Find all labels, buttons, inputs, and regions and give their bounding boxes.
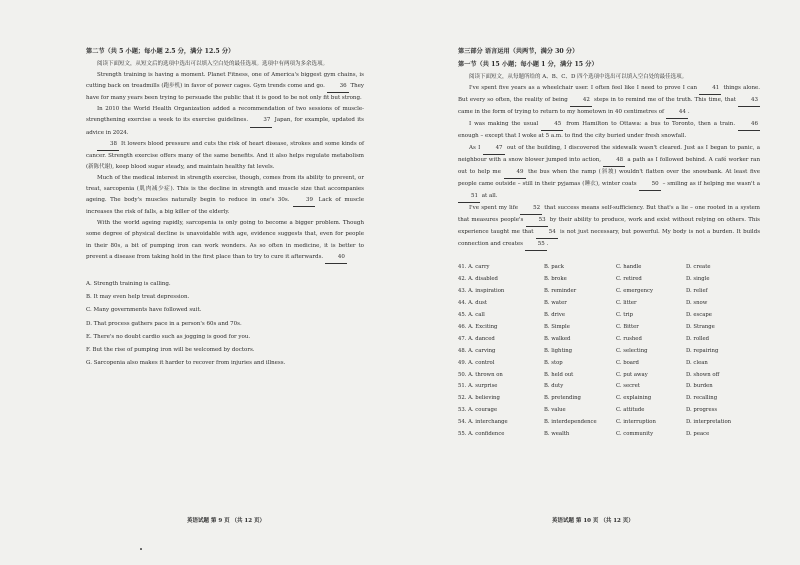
instruction: 阅读下面短文，从短文后的选项中选出可以填入空白处的最佳选项。选项中有两项为多余选项。	[97, 61, 329, 67]
blank-40: 40	[325, 252, 347, 264]
paragraph-2: I was making the usual 45 from Hamilton to Ottawa: a bus to Toronto, then a train. 46 enough – except that I woke at 5 a.m. to find the city buried under fresh snowfall.	[458, 121, 759, 140]
blank-47: 47	[483, 143, 505, 155]
choice-row-52: 52. A. believing B. pretending C. explaining D. recalling	[458, 395, 718, 402]
choice-row-50: 50. A. thrown on B. held out C. put away D. shown off	[458, 371, 720, 378]
option-f: F. But the rise of pumping iron will be welcomed by doctors.	[86, 347, 255, 354]
choice-row-44: 44. A. dust B. water C. litter D. snow	[458, 300, 708, 307]
paragraph-3: As I 47 out of the building, I discovered the sidewalk wasn't cleared. Just as I began to panic, a neighbour with a snow blower jumped into action, 48 a path as I followed behind. A café worker ran out to help me 49 the bus when the ramp (斜坡) wouldn't flatten over the snowbank. At least five people came outside – still in their pyjamas (睡衣), winter coats 50 – smiling as if helping me wasn't a 51 at all.	[458, 143, 760, 203]
choice-row-46: 46. A. Exciting B. Simple C. Bitter D. Strange	[458, 323, 715, 330]
blank-52: 52	[520, 203, 542, 215]
choice-row-51: 51. A. surprise B. duty C. secret D. burden	[458, 383, 713, 390]
blank-50: 50	[639, 179, 661, 191]
choice-row-42: 42. A. disabled B. broke C. retired D. single	[458, 276, 710, 283]
blank-45: 45	[541, 119, 563, 131]
left-page-footer: 英语试题 第 9 页 （共 12 页）	[187, 518, 265, 524]
blank-55: 55	[525, 239, 547, 251]
blank-49: 49	[504, 167, 526, 179]
choice-row-54: 54. A. interchange B. interdependence C. interruption D. interpretation	[458, 419, 732, 426]
choice-row-49: 49. A. control B. stop C. board D. clean	[458, 359, 708, 366]
blank-41: 41	[699, 83, 721, 95]
paragraph-3: 38 It lowers blood pressure and cuts the risk of heart disease, strokes and some kinds of cancer. Strength exercise offers many of the same benefits. And it also helps regulate metabolism (新陈代谢), keep blood sugar steady, and maintain healthy fat levels.	[86, 140, 365, 170]
instruction: 阅读下面短文，从每题所给的 A、B、C、D 四个选项中选出可以填入空白处的最佳选项。	[469, 74, 688, 80]
choices-table	[458, 262, 760, 441]
choice-row-43: 43. A. inspiration B. reminder C. emergency D. relief	[458, 288, 708, 295]
option-b: B. It may even help treat depression.	[86, 293, 190, 300]
blank-54: 54	[536, 227, 558, 239]
right-page-footer: 英语试题 第 10 页 （共 12 页）	[552, 518, 634, 524]
option-e: E. There's no doubt cardio such as jogging is good for you.	[86, 333, 251, 340]
section-title: 第二节（共 5 小题；每小题 2.5 分，满分 12.5 分）	[86, 48, 235, 55]
options-list	[86, 278, 364, 371]
paragraph-2: In 2010 the World Health Organization added a recommendation of two sessions of muscle-strengthening exercise a week to its exercise guidelines. 37 Japan, for example, updated its advice in 2024.	[86, 106, 365, 136]
blank-43: 43	[738, 95, 760, 107]
blank-53: 53	[526, 215, 548, 227]
blank-36: 36	[327, 81, 349, 93]
section-title: 第一节（共 15 小题；每小题 1 分，满分 15 分）	[458, 61, 598, 68]
option-c: C. Many governments have followed suit.	[86, 307, 202, 314]
scan-speck	[140, 548, 142, 550]
right-page	[400, 0, 800, 565]
choice-row-47: 47. A. danced B. walked C. rushed D. rolled	[458, 335, 710, 342]
option-a: A. Strength training is calling.	[86, 280, 171, 287]
choice-row-41: 41. A. carry B. pack C. handle D. create	[458, 264, 711, 271]
blank-51: 51	[458, 191, 480, 203]
paragraph-5: With the world ageing rapidly, sarcopenia is only going to become a bigger problem. Though some degree of physical decline is unavoidable with age, evidence suggests that, even for people in their 80s, a bit of pumping iron can work wonders. As so often in medicine, it is better to prevent a disease from taking hold in the first place than to try to cure it afterwards. 40	[86, 218, 364, 263]
blank-39: 39	[293, 195, 315, 207]
choice-row-45: 45. A. call B. drive C. trip D. escape	[458, 312, 712, 319]
paragraph-4: I've spent my life 52 that success means self-sufficiency. But that's a lie – one rooted in a system that measures people's 53 by their ability to produce, work and exist without relying on others. This experience taught me that 54 is not just necessary, but powerful. My body is not a burden. It builds connection and creates 55 .	[458, 203, 760, 251]
paragraph-1: I've spent five years as a wheelchair user. I often feel like I need to prove I can 41 things alone. But every so often, the reality of being 42 steps in to remind me of the truth. This time, that 43 came in the form of trying to return to my hometown in 40 centimetres of 44 .	[458, 83, 760, 119]
blank-46: 46	[738, 119, 760, 131]
paragraph-1: Strength training is having a moment. Planet Fitness, one of America's biggest gym chains, is cutting back on treadmills (跑步机) in favor of power cages. Gym trends come and go. 36 They have for many years been trying to persuade the public that it is good to be not only fit but strong.	[86, 72, 365, 102]
blank-38: 38	[97, 139, 119, 151]
blank-44: 44	[666, 107, 688, 119]
blank-37: 37	[250, 115, 272, 127]
choice-row-55: 55. A. confidence B. wealth C. community D. peace	[458, 431, 710, 438]
option-g: G. Sarcopenia also makes it harder to recover from injuries and illness.	[86, 360, 286, 367]
part-title: 第三部分 语言运用（共两节，满分 30 分）	[458, 48, 579, 55]
choice-row-53: 53. A. courage B. value C. attitude D. progress	[458, 407, 718, 414]
blank-48: 48	[603, 155, 625, 167]
paragraph-4: Much of the medical interest in strength exercise, though, comes from its ability to prevent, or treat, sarcopenia (肌肉减少症). This is the decline in strength and muscle size that accompanies ageing. The body's muscles naturally begin to reduce in one's 30s. 39 Lack of muscle increases the risk of falls, a big killer of the elderly.	[86, 174, 364, 216]
choice-row-48: 48. A. carving B. lighting C. selecting D. repairing	[458, 347, 719, 354]
blank-42: 42	[570, 95, 592, 107]
option-d: D. That process gathers pace in a person's 60s and 70s.	[86, 320, 242, 327]
